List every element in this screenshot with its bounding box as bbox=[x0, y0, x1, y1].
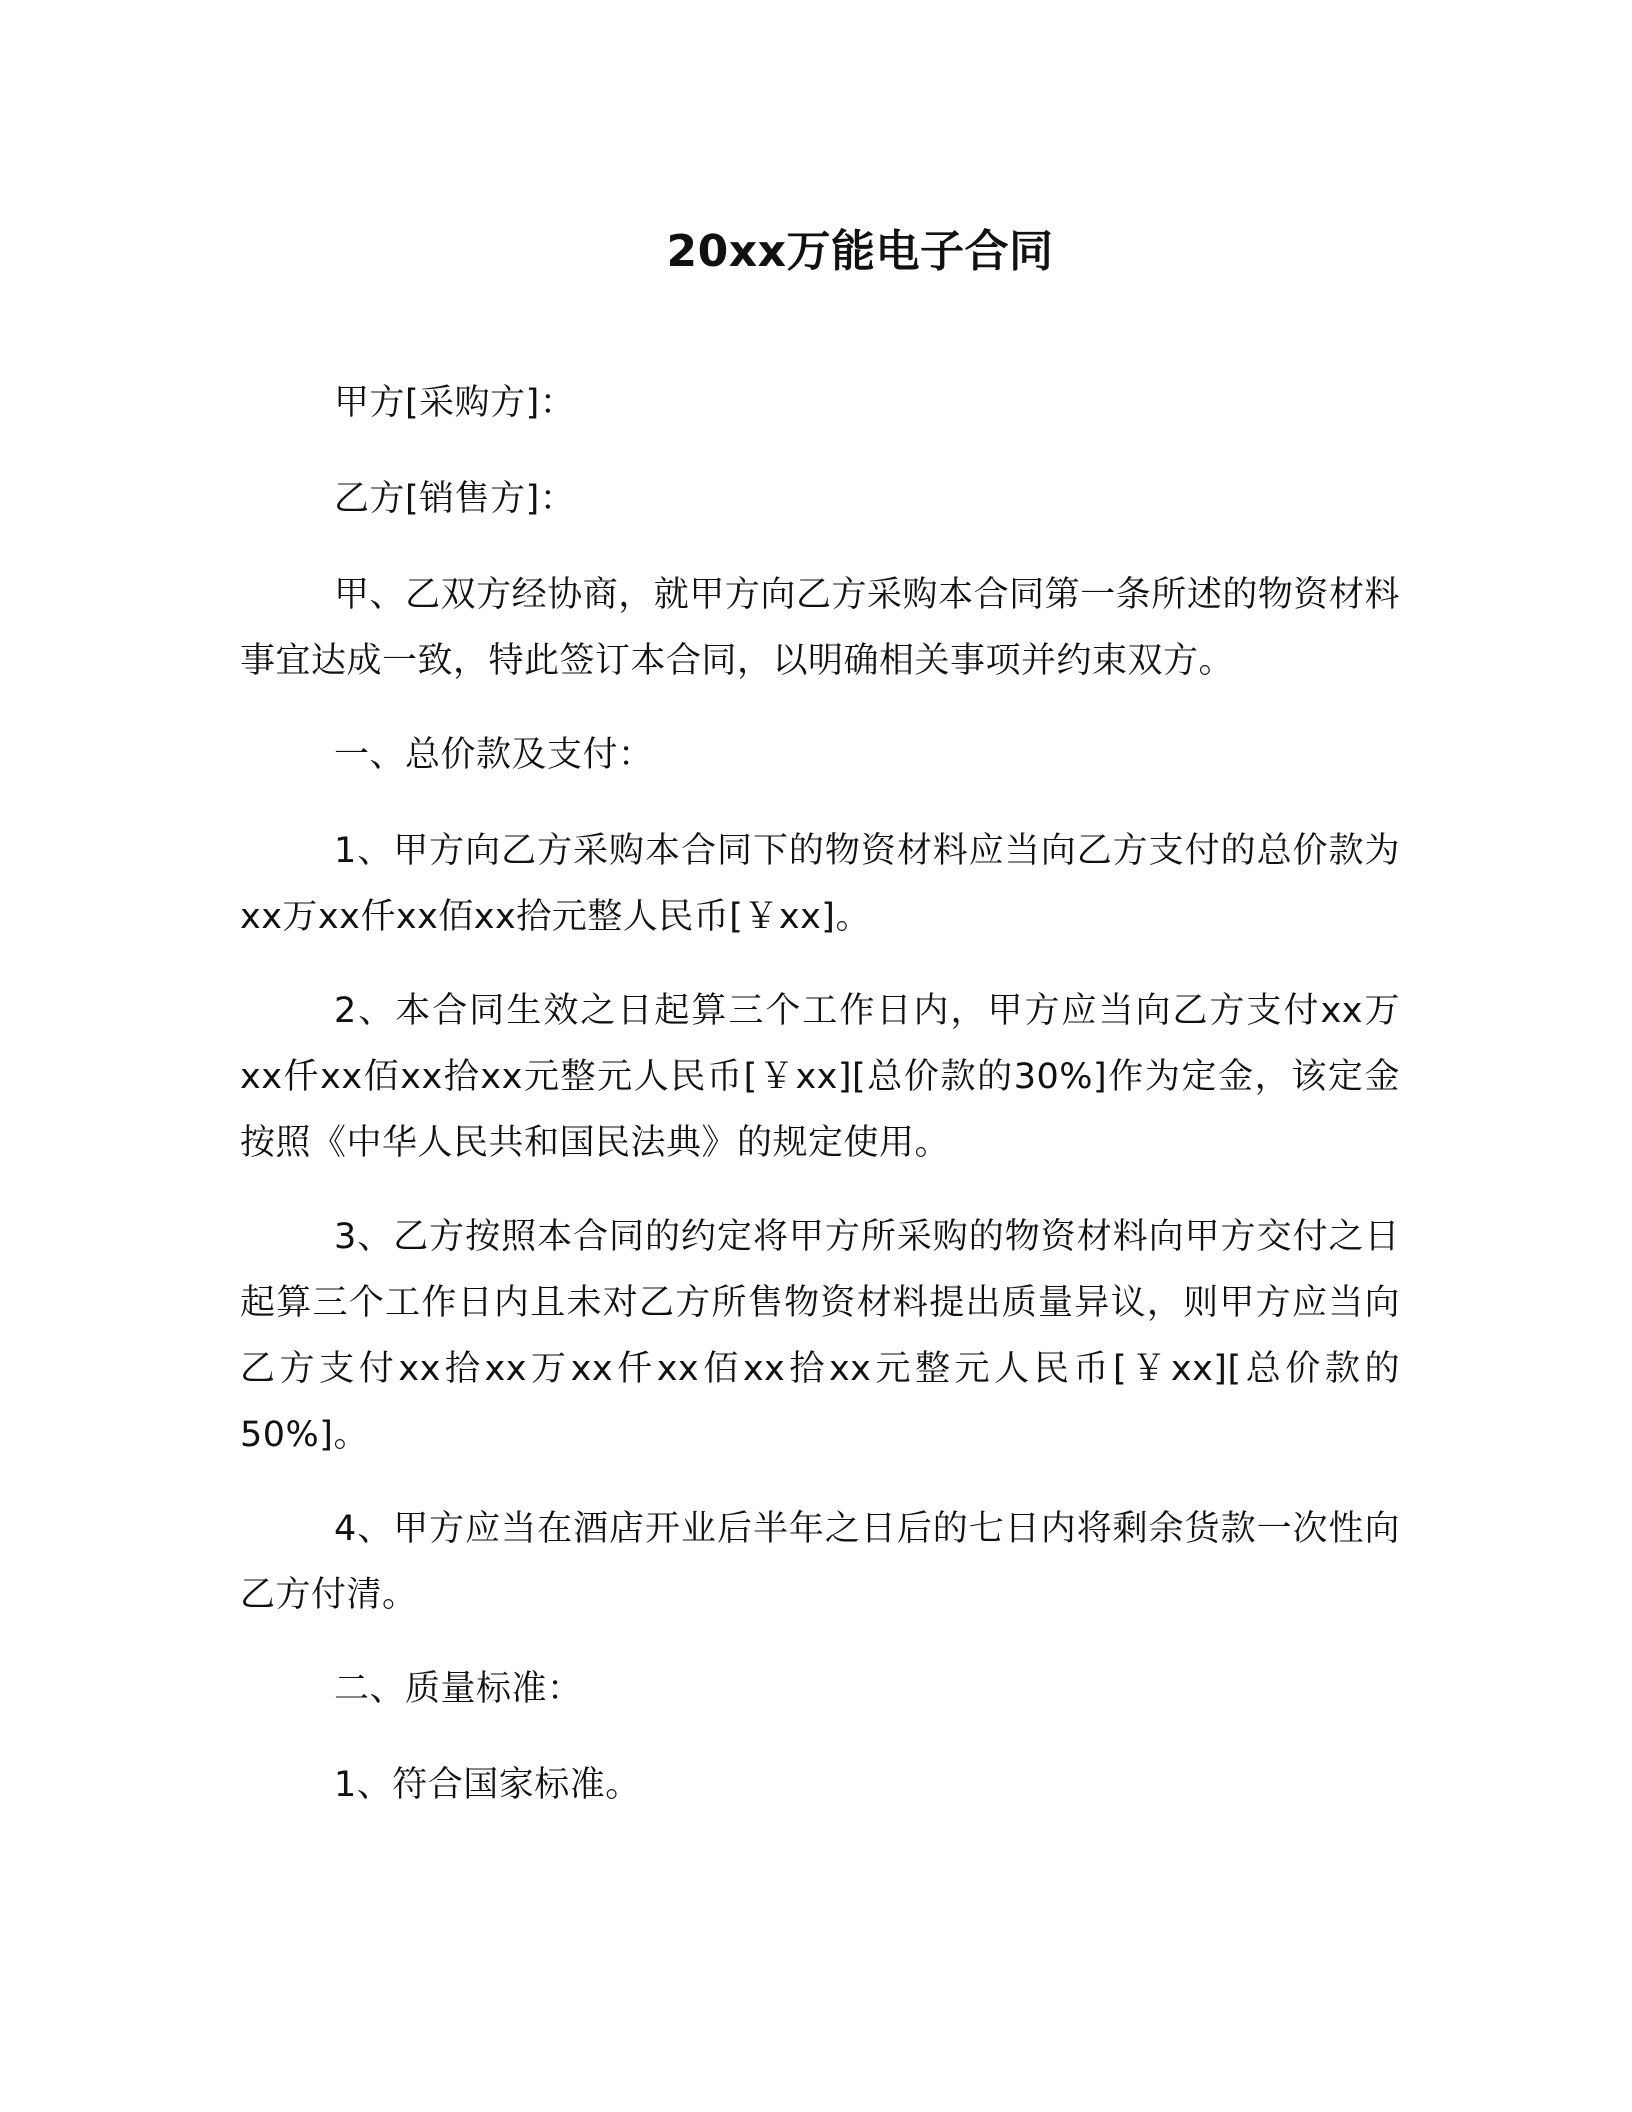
preamble-paragraph: 甲、乙双方经协商，就甲方向乙方采购本合同第一条所述的物资材料事宜达成一致，特此签订本合同，以明确相关事项并约束双方。 bbox=[240, 575, 1400, 681]
section-2-heading: 二、质量标准： bbox=[334, 1669, 583, 1709]
section-1-heading: 一、总价款及支付： bbox=[334, 735, 654, 775]
section-1-clause-4: 4、甲方应当在酒店开业后半年之日后的七日内将剩余货款一次性向乙方付清。 bbox=[240, 1509, 1400, 1615]
party-a-line: 甲方[采购方]： bbox=[334, 383, 576, 423]
section-1-clause-1: 1、甲方向乙方采购本合同下的物资材料应当向乙方支付的总价款为xx万xx仟xx佰xx拾元整人民币[￥xx]。 bbox=[240, 831, 1400, 937]
section-2-clause-1: 1、符合国家标准。 bbox=[334, 1765, 641, 1805]
document-title: 20xx万能电子合同 bbox=[666, 226, 1054, 277]
section-1-clause-2: 2、本合同生效之日起算三个工作日内，甲方应当向乙方支付xx万xx仟xx佰xx拾xx元整元人民币[￥xx][总价款的30%]作为定金，该定金按照《中华人民共和国民法典》的规定使用。 bbox=[240, 991, 1400, 1163]
party-b-line: 乙方[销售方]： bbox=[334, 479, 576, 519]
section-1-clause-3: 3、乙方按照本合同的约定将甲方所采购的物资材料向甲方交付之日起算三个工作日内且未对乙方所售物资材料提出质量异议，则甲方应当向乙方支付xx拾xx万xx仟xx佰xx拾xx元整元人民币[￥xx][总价款的50%]。 bbox=[240, 1217, 1400, 1455]
document-body bbox=[240, 370, 1400, 1846]
